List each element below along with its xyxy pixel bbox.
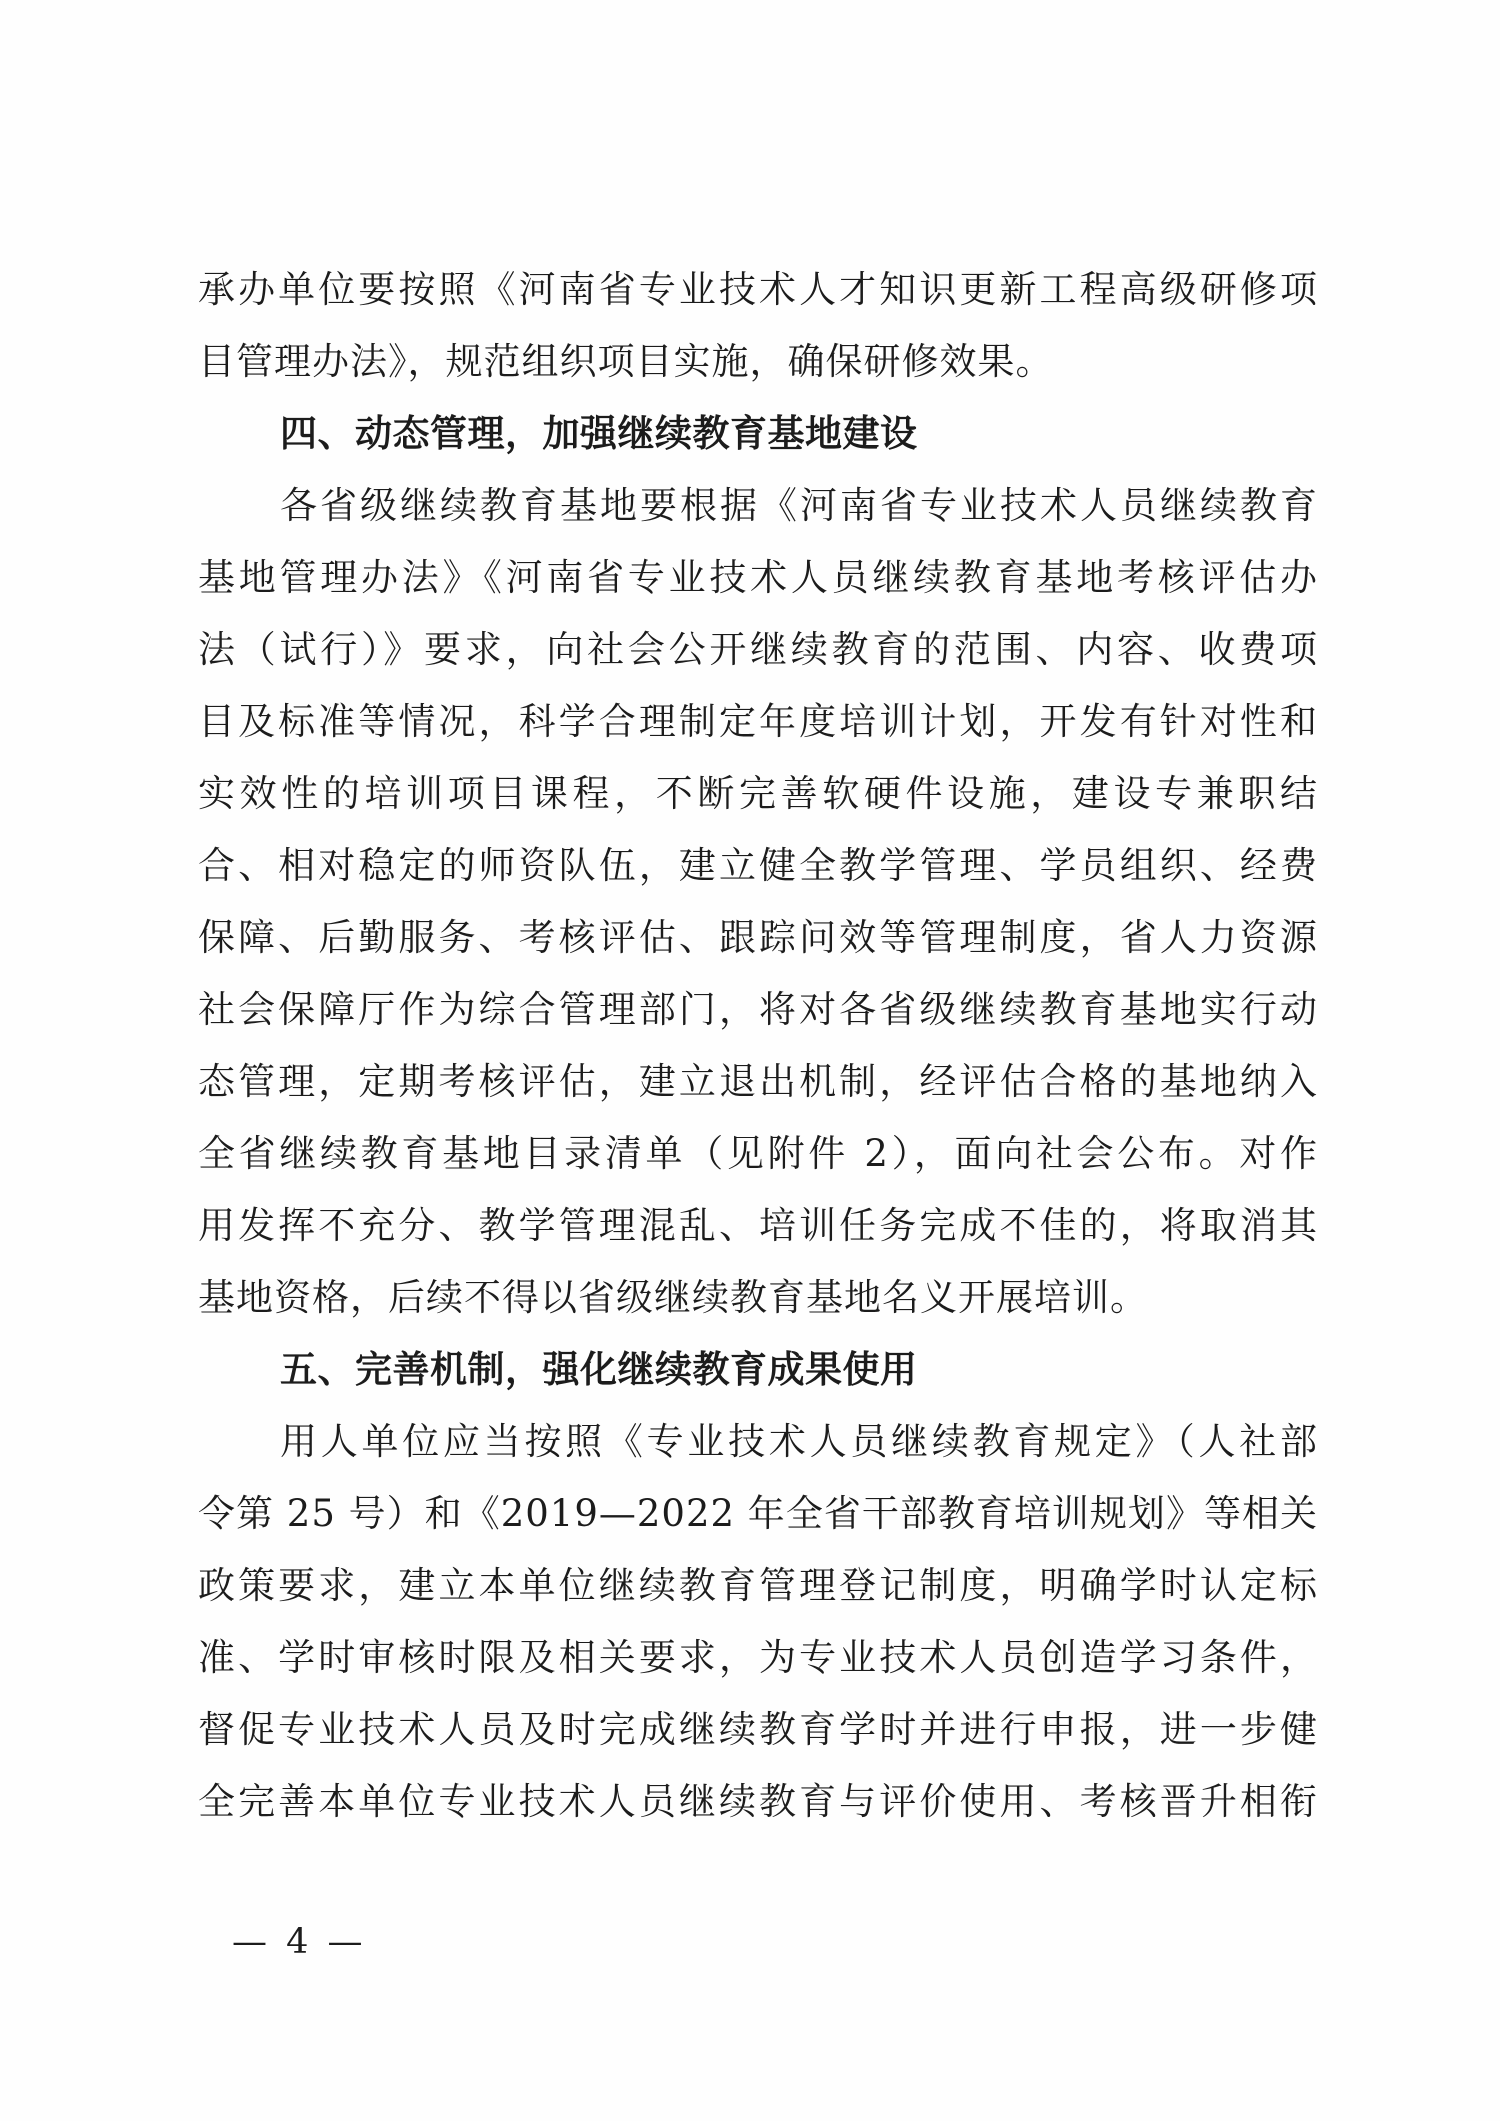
body-text-line: 政策要求，建立本单位继续教育管理登记制度，明确学时认定标	[198, 1564, 1318, 1607]
paragraph-first-line: 各省级继续教育基地要根据《河南省专业技术人员继续教育	[280, 484, 1318, 527]
section-heading-4: 四、动态管理，加强继续教育基地建设	[280, 412, 918, 455]
body-text-line: 用发挥不充分、教学管理混乱、培训任务完成不佳的，将取消其	[198, 1204, 1318, 1247]
body-text-line: 令第 25 号）和《2019—2022 年全省干部教育培训规划》等相关	[198, 1492, 1318, 1535]
section-heading-5: 五、完善机制，强化继续教育成果使用	[280, 1348, 918, 1391]
body-text-line: 基地管理办法》《河南省专业技术人员继续教育基地考核评估办	[198, 556, 1318, 599]
page-number: — 4 —	[232, 1922, 367, 1962]
body-text-line: 目及标准等情况，科学合理制定年度培训计划，开发有针对性和	[198, 700, 1318, 743]
body-text-line: 基地资格，后续不得以省级继续教育基地名义开展培训。	[198, 1276, 1148, 1319]
body-text-line: 合、相对稳定的师资队伍，建立健全教学管理、学员组织、经费	[198, 844, 1318, 887]
body-text-line: 保障、后勤服务、考核评估、跟踪问效等管理制度，省人力资源	[198, 916, 1318, 959]
body-text-line: 目管理办法》，规范组织项目实施，确保研修效果。	[198, 340, 1054, 383]
body-text-line: 社会保障厅作为综合管理部门，将对各省级继续教育基地实行动	[198, 988, 1318, 1031]
body-text-line: 实效性的培训项目课程，不断完善软硬件设施，建设专兼职结	[198, 772, 1318, 815]
body-text-line: 督促专业技术人员及时完成继续教育学时并进行申报，进一步健	[198, 1708, 1318, 1751]
body-text-line: 承办单位要按照《河南省专业技术人才知识更新工程高级研修项	[198, 268, 1318, 311]
paragraph-first-line: 用人单位应当按照《专业技术人员继续教育规定》（人社部	[280, 1420, 1318, 1463]
body-text-line: 态管理，定期考核评估，建立退出机制，经评估合格的基地纳入	[198, 1060, 1318, 1103]
body-text-line: 法（试行）》要求，向社会公开继续教育的范围、内容、收费项	[198, 628, 1318, 671]
body-text-line: 准、学时审核时限及相关要求，为专业技术人员创造学习条件，	[198, 1636, 1318, 1679]
body-text-line: 全完善本单位专业技术人员继续教育与评价使用、考核晋升相衔	[198, 1780, 1318, 1823]
body-text-line: 全省继续教育基地目录清单（见附件 2），面向社会公布。对作	[198, 1132, 1318, 1175]
